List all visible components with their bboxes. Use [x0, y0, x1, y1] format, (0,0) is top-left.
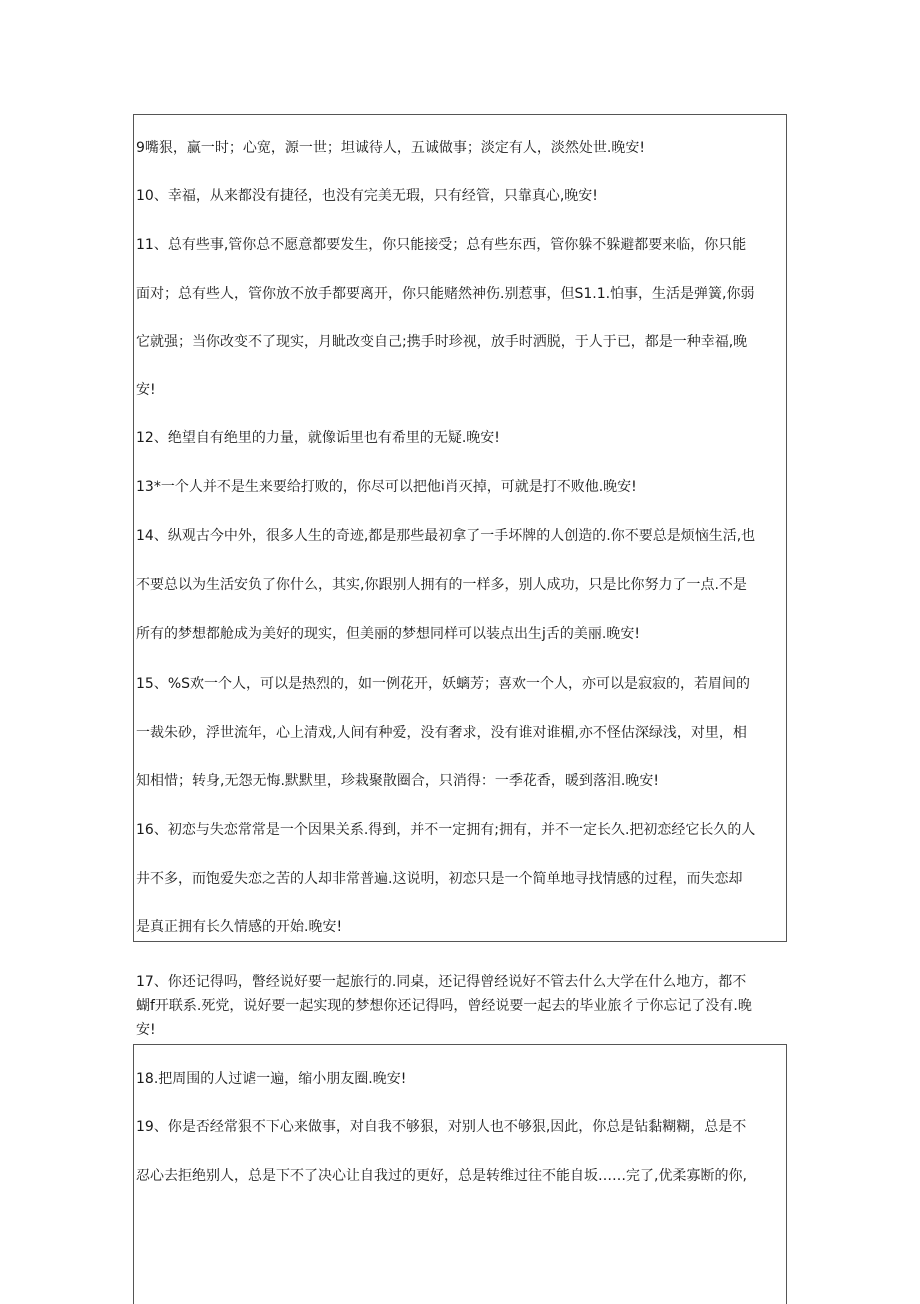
quote-13-line-1: 13*一个人并不是生来要给打败的，你尽可以把他i肖灭掉，可就是打不败他.晚安!: [136, 479, 637, 495]
quote-11-line-3: 它就强；当你改变不了现实，月眦改变自己;携手时珍视，放手时洒脱，于人于已，都是一种幸福,晚: [136, 334, 748, 350]
quote-14-line-3: 所有的梦想都舱成为美好的现实，但美丽的梦想同样可以装点出生j舌的美丽.晚安!: [136, 626, 640, 642]
quote-19-line-1: 19、你是否经常狠不下心来做事，对自我不够狠，对别人也不够狠,因此，你总是钻黏糊糊，总是不: [136, 1119, 747, 1135]
quote-17-line-3: 安!: [136, 1022, 156, 1038]
quote-15-line-3: 知相惜；转身,无怨无悔.默默里，珍栽聚散圈合，只消得：一季花香，暖到落泪.晚安!: [136, 773, 659, 789]
quote-17-line-1: 17、你还记得吗，瞥经说好要一起旅行的.同桌，还记得曾经说好不管去什么大学在什么地方，都不: [136, 974, 747, 990]
quote-14-line-1: 14、纵观古今中外，很多人生的奇迹,都是那些最初拿了一手坏牌的人创造的.你不要总是烦恼生活,也: [136, 528, 756, 544]
quote-14-line-2: 不要总以为生活安负了你什么，其实,你跟别人拥有的一样多，别人成功，只是比你努力了一点.不是: [136, 577, 747, 593]
quote-15-line-1: 15、%S欢一个人，可以是热烈的，如一例花开，妖螭芳；喜欢一个人，亦可以是寂寂的，若眉间的: [136, 676, 751, 692]
quote-9-line-1: 9嘴狠，赢一时；心宽，源一世；坦诚待人，五诚做事；淡定有人，淡然处世.晚安!: [136, 140, 645, 156]
quote-17-line-2: 蝴f开联系.死党，说好要一起实现的梦想你还记得吗，曾经说要一起去的毕业旅彳亍你忘记了没有.晚: [136, 998, 752, 1014]
quote-11-line-4: 安!: [136, 382, 156, 398]
quote-12-line-1: 12、绝望自有绝里的力量，就像诟里也有希里的无疑.晚安!: [136, 430, 500, 446]
quote-19-line-2: 忍心去拒绝别人，总是下不了决心让自我过的更好，总是转维过往不能自坂……完了,优柔寡断的你,: [136, 1168, 747, 1184]
quote-10-line-1: 10、幸福，从来都没有捷径，也没有完美无瑕，只有经管，只靠真心,晚安!: [136, 188, 598, 204]
quote-16-line-1: 16、初恋与失恋常常是一个因果关系.得到，并不一定拥有;拥有，并不一定长久.把初恋经它长久的人: [136, 822, 756, 838]
quote-11-line-1: 11、总有些事,管你总不愿意都要发生，你只能接受；总有些东西，管你躲不躲避都要来临，你只能: [136, 237, 747, 253]
quote-16-line-2: 井不多，而饱爱失恋之苦的人却非常普遍.这说明，初恋只是一个简单地寻找情感的过程，而失恋却: [136, 871, 743, 887]
quote-18-line-1: 18.把周围的人过谑一遍，缩小朋友圈.晚安!: [136, 1071, 407, 1087]
quote-16-line-3: 是真正拥有长久情感的开始.晚安!: [136, 919, 343, 935]
quote-11-line-2: 面对；总有些人，管你放不放手都要离开，你只能赌然神伤.别惹事，但S1.1.怕事，生活是弹簧,你弱: [136, 286, 755, 302]
quote-15-line-2: 一裁朱砂，浮世流年，心上清戏,人间有种爱，没有奢求，没有谁对谁楣,亦不怪估深绿浅，对里，相: [136, 725, 747, 741]
